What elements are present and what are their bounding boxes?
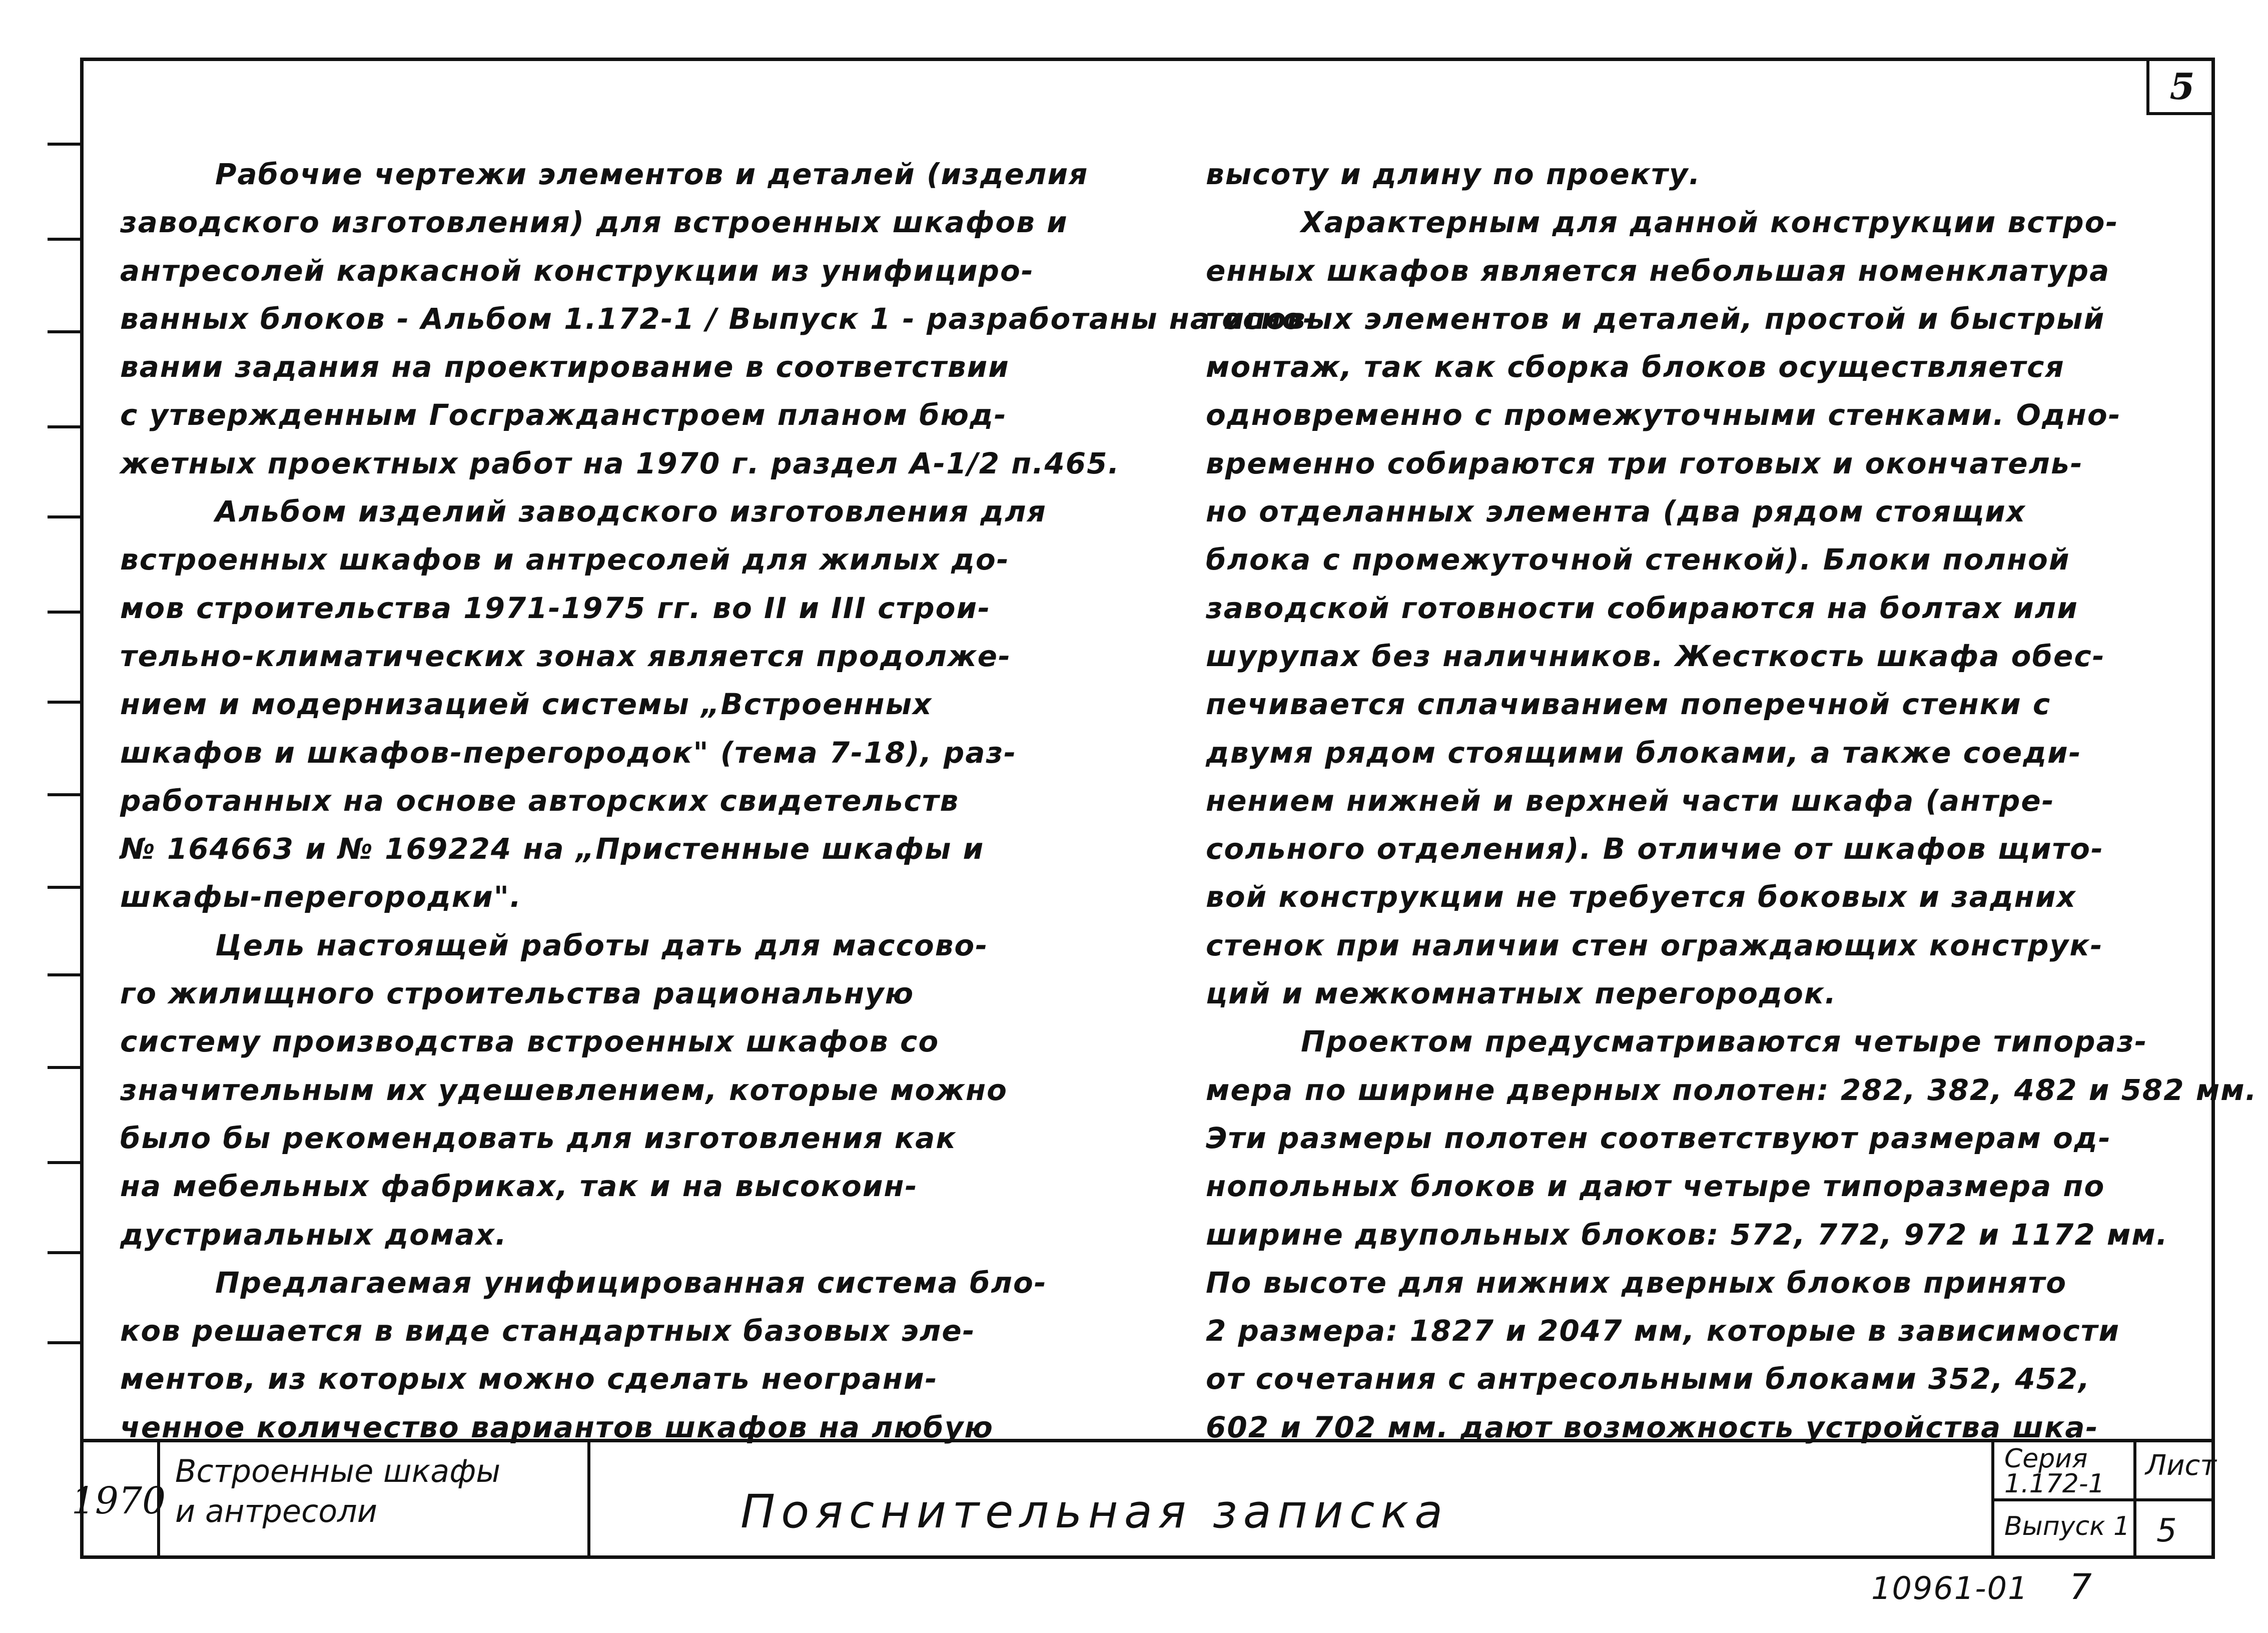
margin-tick [48,1341,80,1344]
title-block-sheet [2136,1442,2215,1559]
text-line: нением нижней и верхней части шкафа (антре- [1206,783,2055,818]
text-line: дустриальных домах. [120,1217,507,1252]
text-line: типовых элементов и деталей, простой и быстрый [1206,301,2105,336]
margin-tick [48,1161,80,1164]
text-line: шурупах без наличников. Жесткость шкафа обес- [1206,639,2105,673]
margin-tick [48,701,80,704]
text-line: на мебельных фабриках, так и на высокоин- [120,1169,918,1204]
text-line: енных шкафов является небольшая номенклатура [1206,253,2110,288]
text-line: вании задания на проектирование в соответствии [120,350,1010,384]
text-line: заводской готовности собираются на болтах или [1206,591,2078,625]
text-line: Проектом предусматриваются четыре типораз- [1301,1024,2148,1059]
text-line: было бы рекомендовать для изготовления как [120,1121,957,1155]
text-line: заводского изготовления) для встроенных шкафов и [120,205,1068,240]
text-line: ширине двупольных блоков: 572, 772, 972 и 1172 мм. [1206,1217,2168,1252]
text-line: Эти размеры полотен соответствуют размерам од- [1206,1121,2111,1155]
text-line: мов строительства 1971-1975 гг. во II и III строи- [120,591,991,625]
text-line: печивается сплачиванием поперечной стенки с [1206,687,2051,722]
text-line: мера по ширине дверных полотен: 282, 382, 482 и 582 мм. [1206,1072,2257,1107]
text-line: стенок при наличии стен ограждающих конструк- [1206,928,2103,962]
text-line: Альбом изделий заводского изготовления для [215,494,1047,529]
series-cell [1994,1442,2133,1501]
margin-tick [48,1066,80,1069]
text-line: с утвержденным Госгражданстроем планом бюд- [120,398,1007,432]
text-line: жетных проектных работ на 1970 г. раздел А-1/2 п.465. [120,446,1120,480]
project-name-line: и антресоли [175,1493,378,1529]
text-line: шкафы-перегородки". [120,880,522,914]
margin-tick [48,238,80,241]
margin-tick [48,143,80,146]
text-line: Характерным для данной конструкции встро- [1301,205,2119,240]
text-line: антресолей каркасной конструкции из унифициро- [120,253,1034,288]
text-line: нием и модернизацией системы „Встроенных [120,687,933,722]
margin-tick [48,611,80,614]
text-line: от сочетания с антресольными блоками 352, 452, [1206,1362,2091,1396]
series-label: Серия [2004,1444,2088,1474]
text-line: но отделанных элемента (два рядом стоящих [1206,494,2026,529]
text-line: высоту и длину по проекту. [1206,157,1701,191]
margin-tick [48,793,80,796]
text-line: монтаж, так как сборка блоков осуществляется [1206,350,2065,384]
archive-code: 10961-01 [1871,1570,2029,1606]
text-line: Предлагаемая унифицированная система бло- [215,1265,1047,1300]
sheet-value: 5 [2156,1512,2177,1549]
left-text-column [120,150,1316,1451]
text-line: 602 и 702 мм. дают возможность устройства шка- [1206,1410,2099,1444]
text-line: № 164663 и № 169224 на „Пристенные шкафы и [120,832,985,866]
text-line: ментов, из которых можно сделать неограни- [120,1362,938,1396]
text-line: одновременно с промежуточными стенками. Одно- [1206,398,2121,432]
margin-tick [48,886,80,889]
text-line: Цель настоящей работы дать для массово- [215,928,989,962]
text-line: ванных блоков - Альбом 1.172-1 / Выпуск 1 - разработаны на осно- [120,301,1316,336]
text-line: двумя рядом стоящими блоками, а также соеди- [1206,735,2082,770]
text-line: значительным их удешевлением, которые можно [120,1072,1008,1107]
text-line: встроенных шкафов и антресолей для жилых до- [120,542,1010,577]
issue-value: 1 [2113,1511,2130,1541]
text-line: блока с промежуточной стенкой). Блоки полной [1206,542,2070,577]
archive-stamp [1871,1566,2093,1607]
margin-tick [48,515,80,518]
archive-sheet-index: 7 [2069,1566,2093,1607]
text-line: ченное количество вариантов шкафов на любую [120,1410,994,1444]
text-line: сольного отделения). В отличие от шкафов щито- [1206,832,2104,866]
text-line: го жилищного строительства рациональную [120,976,915,1011]
margin-tick [48,330,80,333]
title-block [71,1439,2216,1559]
text-line: вой конструкции не требуется боковых и задних [1206,880,2076,914]
margin-tick [48,1251,80,1254]
project-name-line: Встроенные шкафы [175,1453,501,1489]
page-number: 5 [2146,60,2215,115]
title-block-project-name [160,1442,590,1559]
margin-tick [48,425,80,428]
text-line: ций и межкомнатных перегородок. [1206,976,1837,1011]
sheet-label: Лист [2136,1442,2215,1501]
text-line: тельно-климатических зонах является продолже- [120,639,1012,673]
text-line: систему производства встроенных шкафов со [120,1024,940,1059]
series-value: 1.172-1 [2004,1469,2105,1499]
text-line: 2 размера: 1827 и 2047 мм, которые в зависимости [1206,1314,2120,1348]
title-block-year: 1970 [80,1442,160,1559]
title-block-series [1991,1442,2136,1559]
text-line: шкафов и шкафов-перегородок" (тема 7-18), раз- [120,735,1017,770]
text-line: Рабочие чертежи элементов и деталей (изделия [215,157,1089,191]
issue-label: Выпуск [2004,1511,2105,1541]
issue-cell [1994,1501,2133,1541]
margin-tick [48,973,80,976]
text-line: ков решается в виде стандартных базовых эле- [120,1314,976,1348]
right-text-column [1206,150,2257,1451]
title-block-document-title: Пояснительная записка [740,1485,1449,1538]
text-line: временно собираются три готовых и окончатель- [1206,446,2083,480]
text-line: По высоте для нижних дверных блоков принято [1206,1265,2067,1300]
text-line: нопольных блоков и дают четыре типоразмера по [1206,1169,2105,1204]
text-line: работанных на основе авторских свидетельств [120,783,960,818]
